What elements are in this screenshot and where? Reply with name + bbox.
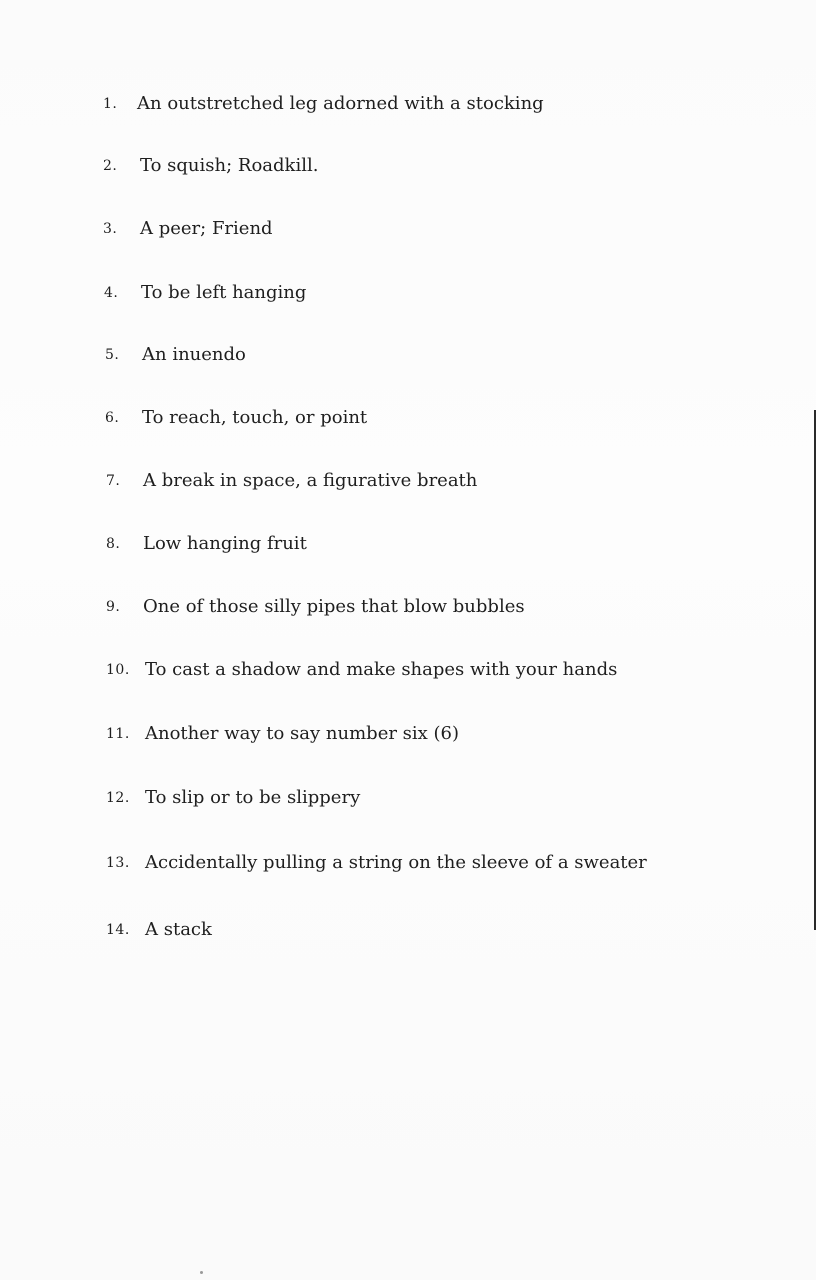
- clue-number: 11.: [106, 726, 130, 742]
- clue-text: A peer; Friend: [140, 218, 273, 239]
- clue-item: [106, 589, 806, 625]
- clue-number: 6.: [105, 410, 120, 426]
- clue-text: Accidentally pulling a string on the sleeve of a sweater: [145, 852, 647, 873]
- clue-item: [103, 148, 803, 184]
- clue-item: [106, 716, 806, 752]
- clue-item: [103, 211, 803, 247]
- clue-number: 7.: [106, 473, 121, 489]
- clue-number: 5.: [105, 347, 120, 363]
- scan-speck: [200, 1271, 203, 1274]
- clue-item: [106, 652, 806, 688]
- clue-text: One of those silly pipes that blow bubbles: [143, 596, 525, 617]
- clue-item: [104, 275, 804, 311]
- clue-text: To cast a shadow and make shapes with your hands: [145, 659, 618, 680]
- clue-text: A break in space, a figurative breath: [143, 470, 478, 491]
- clue-item: [103, 86, 803, 122]
- clue-text: To squish; Roadkill.: [140, 155, 319, 176]
- clue-item: [106, 780, 806, 816]
- clue-item: [105, 400, 805, 436]
- clue-text: To slip or to be slippery: [145, 787, 361, 808]
- clue-text: A stack: [145, 919, 212, 940]
- clue-text: To reach, touch, or point: [142, 407, 368, 428]
- clue-number: 12.: [106, 790, 130, 806]
- clue-text: To be left hanging: [141, 282, 307, 303]
- clue-number: 9.: [106, 599, 121, 615]
- clue-number: 3.: [103, 221, 118, 237]
- clue-number: 2.: [103, 158, 118, 174]
- clue-item: [105, 337, 805, 373]
- clue-item: [106, 912, 806, 948]
- clue-number: 4.: [104, 285, 119, 301]
- clue-number: 13.: [106, 855, 130, 871]
- clue-item: [106, 526, 806, 562]
- clue-text: Another way to say number six (6): [145, 723, 460, 744]
- clue-number: 1.: [103, 96, 118, 112]
- clue-text: An inuendo: [142, 344, 246, 365]
- clue-number: 8.: [106, 536, 121, 552]
- clue-item: [106, 463, 806, 499]
- clue-number: 14.: [106, 922, 130, 938]
- clue-text: An outstretched leg adorned with a stocking: [137, 93, 544, 114]
- clue-number: 10.: [106, 662, 130, 678]
- clue-text: Low hanging fruit: [143, 533, 307, 554]
- clue-item: [106, 845, 806, 881]
